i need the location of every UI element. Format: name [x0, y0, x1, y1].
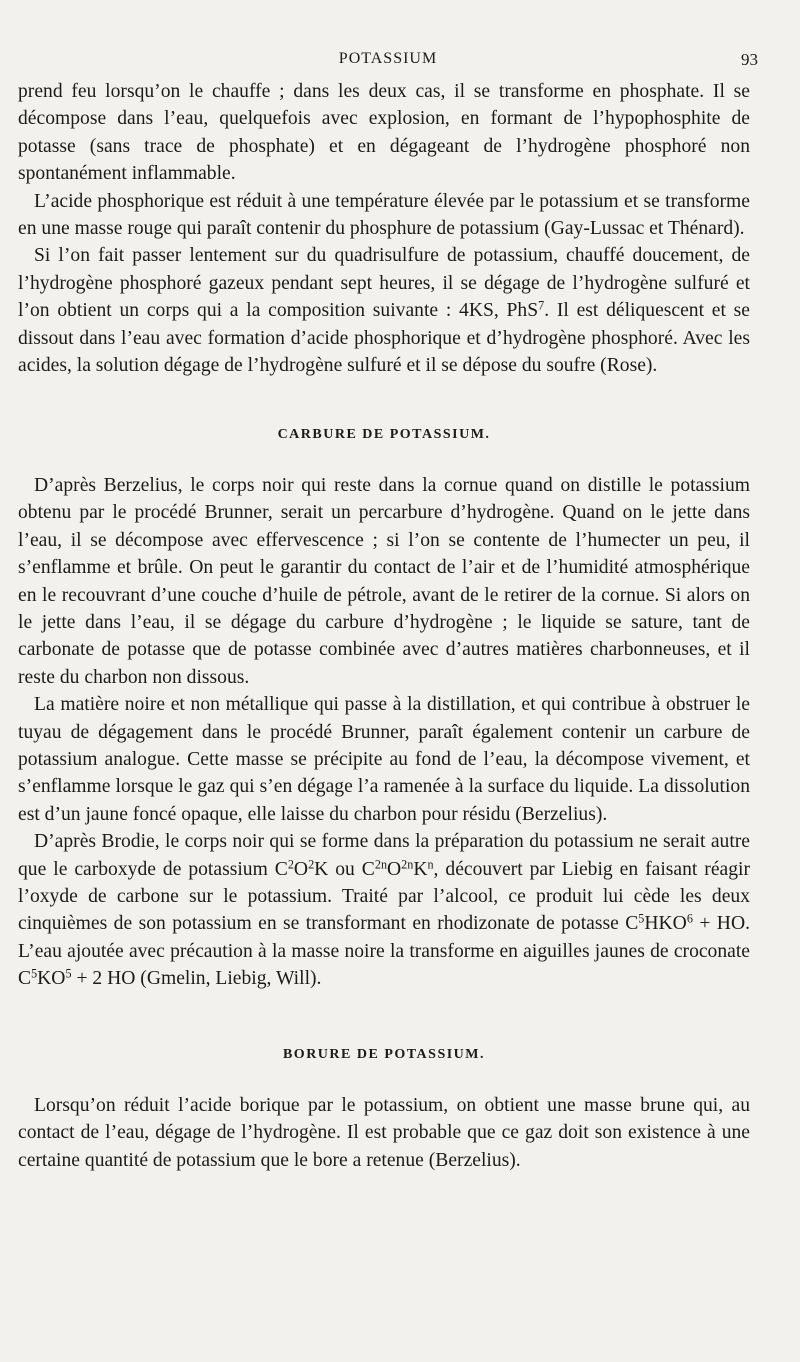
body-text — [18, 78, 750, 1174]
paragraph-3 — [18, 242, 750, 379]
p6-sup-6: 5 — [638, 911, 645, 926]
paragraph-7: Lorsqu’on réduit l’acide borique par le potassium, on obtient une masse brune qui, au contact de l’eau, dégage de l’hydrogène. Il est probable que ce gaz doit son existence à une certaine quantité de potassium que le bore a retenue (Berzelius). — [18, 1095, 750, 1171]
p6-sup-4: 2n — [401, 856, 414, 871]
p6-text-b: O — [293, 858, 309, 880]
p6-text-d: O — [387, 858, 402, 880]
p6-text-j: + 2 HO (Gmelin, Liebig, Will). — [71, 968, 322, 990]
section-heading-borure: BORURE DE POTASSIUM. — [282, 1046, 486, 1062]
page-number: 93 — [741, 50, 758, 69]
p6-text-f: , découvert par Liebig en faisant réagir l’oxyde de carbone sur le potassium. Traité par l’alcool, ce produit lui cède les deux cinquièmes de son potassium en se transformant en rhodizonate de potasse C — [18, 858, 750, 935]
p6-text-i: KO — [37, 968, 66, 990]
paragraph-6 — [18, 828, 750, 992]
p6-sup-9: 5 — [65, 966, 72, 981]
p6-sup-8: 5 — [31, 966, 38, 981]
p6-sup-3: 2n — [374, 856, 388, 871]
p6-text-h: + HO. L’eau ajoutée avec précaution à la masse noire la transforme en aiguilles jaunes de croconate C — [18, 913, 750, 990]
paragraph-4: D’après Berzelius, le corps noir qui reste dans la cornue quand on distille le potassium obtenu par le procédé Brunner, serait un percarbure d’hydrogène. Quand on le jette dans l’eau, il se décompose avec effervescence ; si l’on se contente de l’humecter un peu, il s’enflamme et brûle. On peut le garantir du contact de l’air et de l’humidité atmosphérique en le recouvrant d’une couche d’huile de pétrole, avant de le retirer de la cornue. Si alors on le jette dans l’eau, il se dégage du carbure d’hydrogène ; le liquide se sature, tant de carbonate de potasse que de potasse combinée avec d’autres matières charbonneuses, et il reste du charbon non dissous. — [18, 474, 750, 688]
p6-sup-7: 6 — [686, 911, 693, 926]
p6-sup-5: n — [427, 856, 434, 871]
p6-text-c: K ou C — [314, 858, 375, 880]
paragraph-2: L’acide phosphorique est réduit à une température élevée par le potassium et se transforme en une masse rouge qui paraît contenir du phosphure de potassium (Gay-Lussac et Thénard). — [18, 190, 750, 240]
p6-text-a: D’après Brodie, le corps noir qui se forme dans la préparation du potassium ne serait autre que le carboxyde de potassium C — [18, 831, 750, 880]
p6-text-g: HKO — [644, 913, 687, 935]
paragraph-5: La matière noire et non métallique qui passe à la distillation, et qui contribue à obstruer le tuyau de dégagement dans le procédé Brunner, paraît également contenir un carbure de potassium analogue. Cette masse se précipite au fond de l’eau, la décompose vivement, et s’enflamme lorsque le gaz qui s’en dégage l’a ramenée à la surface du liquide. La dissolution est d’un jaune foncé opaque, elle laisse du charbon pour résidu (Berzelius). — [18, 694, 750, 825]
paragraph-3-text-b: . Il est déliquescent et se dissout dans l’eau avec formation d’acide phosphorique et d’hydrogène phosphoré. Avec les acides, la solution dégage de l’hydrogène sulfuré et il se dépose du soufre (Rose). — [18, 300, 750, 377]
p6-sup-1: 2 — [287, 856, 294, 871]
running-title: POTASSIUM — [338, 50, 438, 67]
p6-sup-2: 2 — [308, 856, 315, 871]
section-heading-carbure: CARBURE DE POTASSIUM. — [277, 427, 491, 443]
p6-text-e: K — [413, 858, 428, 880]
paragraph-1: prend feu lorsqu’on le chauffe ; dans les deux cas, il se transforme en phosphate. Il se décompose dans l’eau, quelquefois avec explosion, en formant de l’hypophosphite de potasse (sans trace de phosphate) et en dégageant de l’hydrogène phosphoré non spontanément inflammable. — [18, 81, 750, 185]
running-head — [18, 48, 758, 74]
paragraph-3-text-a: Si l’on fait passer lentement sur du quadrisulfure de potassium, chauffé doucement, de l’hydrogène phosphoré gazeux pendant sept heures, il se dégage de l’hydrogène sulfuré et l’on obtient un corps qui a la composition suivante : 4KS, PhS — [18, 245, 750, 322]
paragraph-3-superscript: 7 — [538, 298, 545, 313]
